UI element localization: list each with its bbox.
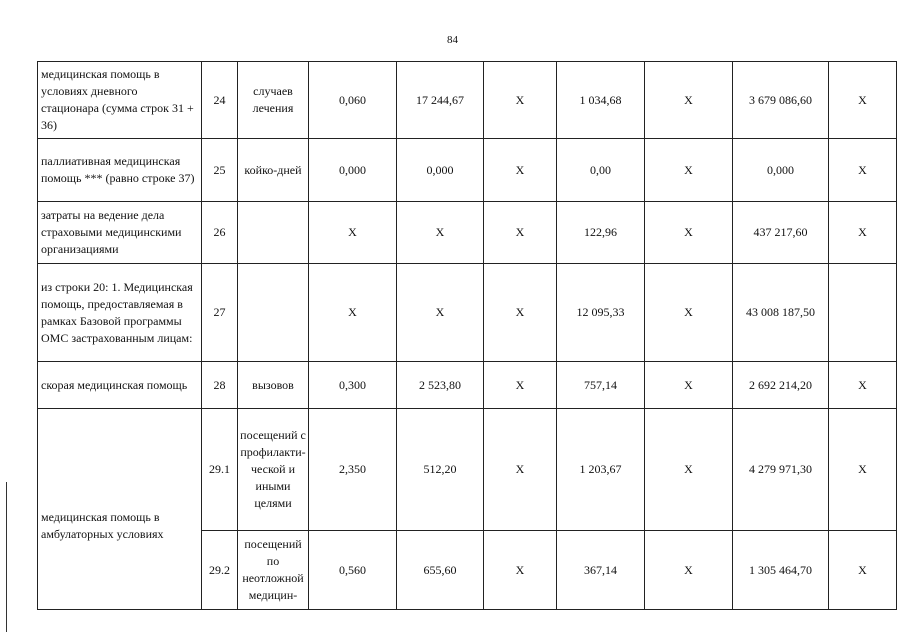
value-cell: X (484, 62, 557, 139)
line-number: 29.1 (202, 409, 238, 531)
value-cell: 12 095,33 (557, 264, 645, 362)
value-cell: X (829, 362, 897, 409)
table-row (38, 62, 897, 139)
line-number: 25 (202, 139, 238, 202)
value-cell: 0,300 (309, 362, 397, 409)
value-cell: X (829, 409, 897, 531)
value-cell: 0,060 (309, 62, 397, 139)
value-cell: 0,00 (557, 139, 645, 202)
value-cell: 0,000 (397, 139, 484, 202)
value-cell: X (645, 62, 733, 139)
value-cell: X (645, 202, 733, 264)
financial-table (37, 61, 897, 610)
row-name: затраты на ведение дела страховыми медицинскими организациями (38, 202, 202, 264)
table-row (38, 139, 897, 202)
row-name: медицинская помощь в амбулаторных условиях (41, 510, 164, 541)
unit-cell: вызовов (238, 362, 309, 409)
value-cell: X (484, 264, 557, 362)
value-cell (829, 264, 897, 362)
value-cell: 17 244,67 (397, 62, 484, 139)
value-cell: X (829, 62, 897, 139)
value-cell: X (829, 139, 897, 202)
name-spacer (41, 475, 198, 509)
page-number: 84 (447, 34, 458, 46)
value-cell: 655,60 (397, 531, 484, 610)
value-cell: 0,560 (309, 531, 397, 610)
value-cell: X (397, 264, 484, 362)
value-cell: 4 279 971,30 (733, 409, 829, 531)
value-cell: 437 217,60 (733, 202, 829, 264)
line-number: 24 (202, 62, 238, 139)
row-name: медицинская помощь в условиях дневного стационара (сумма строк 31 + 36) (38, 62, 202, 139)
row-name: паллиативная медицинская помощь *** (равно строке 37) (38, 139, 202, 202)
value-cell: 1 034,68 (557, 62, 645, 139)
value-cell: X (484, 409, 557, 531)
table-row (38, 362, 897, 409)
scan-edge-mark (6, 482, 7, 632)
value-cell: X (484, 362, 557, 409)
value-cell: 122,96 (557, 202, 645, 264)
value-cell: X (645, 409, 733, 531)
value-cell: 43 008 187,50 (733, 264, 829, 362)
row-name-merged (38, 409, 202, 610)
line-number: 29.2 (202, 531, 238, 610)
value-cell: 757,14 (557, 362, 645, 409)
value-cell: 512,20 (397, 409, 484, 531)
line-number: 27 (202, 264, 238, 362)
unit-cell: случаев лечения (238, 62, 309, 139)
value-cell: X (484, 202, 557, 264)
value-cell: X (645, 139, 733, 202)
table-row (38, 202, 897, 264)
value-cell: X (645, 531, 733, 610)
value-cell: X (397, 202, 484, 264)
value-cell: 1 305 464,70 (733, 531, 829, 610)
value-cell: 367,14 (557, 531, 645, 610)
value-cell: X (309, 202, 397, 264)
value-cell: 3 679 086,60 (733, 62, 829, 139)
table-row (38, 409, 897, 531)
unit-cell: посещений по неотложной медицин- (238, 531, 309, 610)
value-cell: X (309, 264, 397, 362)
value-cell: 2 523,80 (397, 362, 484, 409)
value-cell: 0,000 (309, 139, 397, 202)
row-name: из строки 20: 1. Медицинская помощь, предоставляемая в рамках Базовой программы ОМС застрахованным лицам: (38, 264, 202, 362)
unit-cell (238, 264, 309, 362)
value-cell: 2 692 214,20 (733, 362, 829, 409)
value-cell: X (484, 139, 557, 202)
unit-cell (238, 202, 309, 264)
value-cell: 1 203,67 (557, 409, 645, 531)
row-name: скорая медицинская помощь (38, 362, 202, 409)
value-cell: X (829, 531, 897, 610)
unit-cell: посещений с профилакти-ческой и иными целями (238, 409, 309, 531)
line-number: 26 (202, 202, 238, 264)
value-cell: 0,000 (733, 139, 829, 202)
value-cell: 2,350 (309, 409, 397, 531)
line-number: 28 (202, 362, 238, 409)
value-cell: X (484, 531, 557, 610)
value-cell: X (829, 202, 897, 264)
value-cell: X (645, 264, 733, 362)
table-row (38, 264, 897, 362)
unit-cell: койко-дней (238, 139, 309, 202)
value-cell: X (645, 362, 733, 409)
